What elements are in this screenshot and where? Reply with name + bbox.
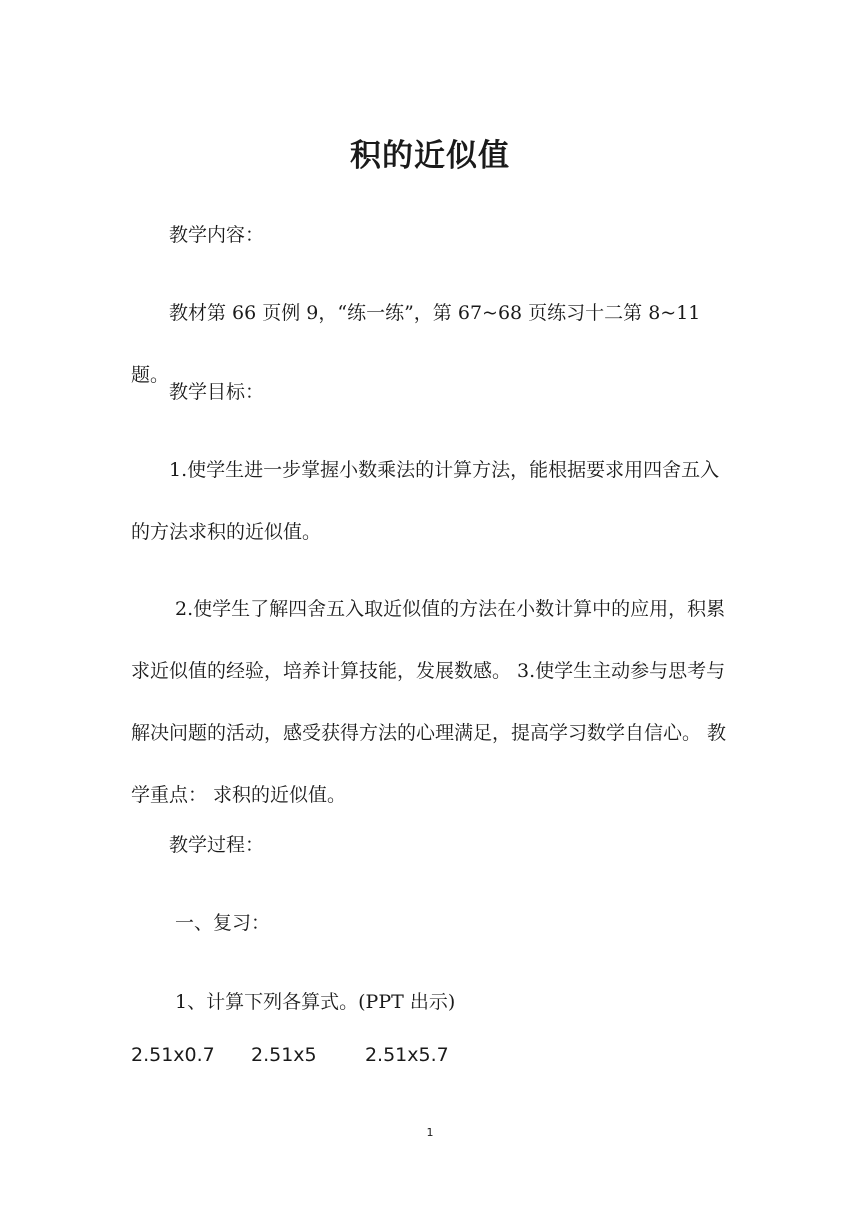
paragraph-goal-1: 1.使学生进一步掌握小数乘法的计算方法，能根据要求用四舍五入的方法求积的近似值。 — [131, 459, 720, 543]
paragraph-teaching-process-heading: 教学过程： — [131, 834, 265, 856]
calculation-line: 2.51x0.7 2.51x5 2.51x5.7 — [131, 1044, 449, 1066]
document-title: 积的近似值 — [350, 138, 510, 174]
page-number: 1 — [426, 1126, 434, 1139]
paragraph-teaching-goals-heading: 教学目标： — [131, 381, 265, 403]
paragraph-review-heading: 一、复习： — [131, 912, 271, 934]
paragraph-goal-2-3: 2.使学生了解四舍五入取近似值的方法在小数计算中的应用，积累求近似值的经验，培养计算技能，发展数感。 3.使学生主动参与思考与解决问题的活动，感受获得方法的心理满足，提高学习数学自信心。 教学重点： 求积的近似值。 — [131, 598, 727, 806]
paragraph-teaching-materials: 教材第 66 页例 9，“练一练”，第 67~68 页练习十二第 8~11 题。 — [131, 302, 701, 386]
paragraph-review-item-1: 1、计算下列各算式。(PPT 出示) — [131, 991, 456, 1013]
paragraph-teaching-content-heading: 教学内容： — [131, 224, 265, 246]
